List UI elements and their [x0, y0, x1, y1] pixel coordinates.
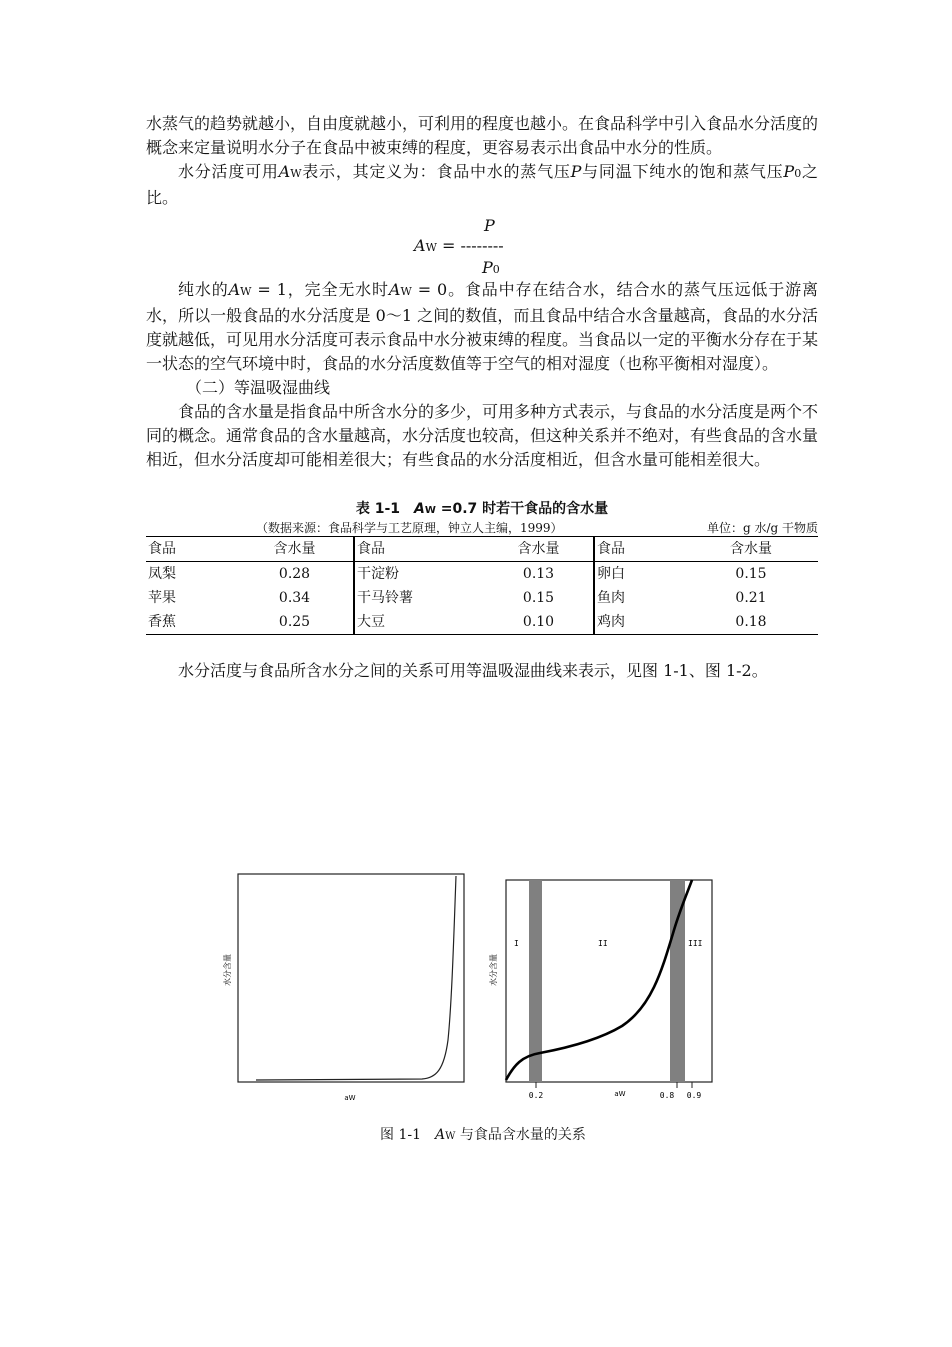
tick-label-0-8: 0.8 — [659, 1091, 675, 1100]
paragraph-5: 水分活度与食品所含水分之间的关系可用等温吸湿曲线来表示，见图 1-1、图 1-2。 — [178, 661, 768, 680]
right-isotherm-plot — [488, 880, 712, 1100]
value-cell: 0.21 — [735, 590, 767, 606]
tick-label-0-9: 0.9 — [686, 1091, 702, 1100]
table-header-row — [146, 537, 818, 562]
left-plot-frame — [238, 874, 464, 1082]
value-cell: 0.28 — [278, 566, 311, 582]
food-cell: 凤梨 — [148, 566, 176, 582]
zone-label-i: I — [514, 939, 519, 948]
table-unit: 单位：g 水/g 干物质 — [706, 521, 818, 535]
formula-denominator: P0 — [482, 258, 500, 277]
header-water: 含水量 — [682, 537, 818, 562]
header-food: 食品 — [594, 537, 682, 562]
paragraph-4: 食品的含水量是指食品中所含水分的多少，可用多种方式表示，与食品的水分活度是两个不同的概念。通常食品的含水量越高，水分活度也较高，但这种关系并不绝对，有些食品的含水量相近，但水分活度却可能相差很大；有些食品的水分活度相近，但含水量可能相差很大。 — [146, 402, 819, 469]
formula-numerator: P — [484, 216, 495, 235]
header-water: 含水量 — [234, 537, 354, 562]
value-cell: 0.25 — [278, 614, 311, 630]
left-isotherm-plot — [222, 874, 464, 1102]
left-plot-ylabel: 水分含量 — [223, 954, 232, 986]
right-plot-ylabel: 水分含量 — [489, 954, 498, 986]
food-cell: 鸡肉 — [594, 610, 682, 635]
tick-label-0-2: 0.2 — [528, 1091, 544, 1100]
food-cell: 干淀粉 — [354, 562, 482, 587]
value-cell: 0.15 — [735, 566, 767, 582]
document-page — [146, 112, 818, 683]
paragraph-3: 纯水的AW = 1，完全无水时AW = 0。食品中存在结合水，结合水的蒸气压远低于游离水，所以一般食品的水分活度是 0～1 之间的数值，而且食品中结合水含量越高，食品的水分活度就越低，可见用水分活度可表示食品中水分被束缚的程度。当食品以一定的平衡水分存在于某一状态的空气环境中时，食品的水分活度数值等于空气的相对湿度（也称平衡相对湿度）。 — [146, 280, 819, 373]
table-row — [146, 610, 818, 635]
value-cell: 0.13 — [522, 566, 555, 582]
left-plot-xlabel: aW — [344, 1094, 356, 1102]
right-plot-xlabel: aW — [614, 1090, 626, 1098]
table-subcaption — [146, 518, 818, 536]
sorption-isotherm-figure — [222, 860, 730, 1106]
zone-boundary-0-8-0-9 — [670, 880, 685, 1082]
aw-formula — [146, 214, 818, 278]
value-cell: 0.34 — [278, 590, 311, 606]
header-water: 含水量 — [482, 537, 594, 562]
food-cell: 鱼肉 — [594, 586, 682, 610]
food-cell: 卵白 — [594, 562, 682, 587]
figure-caption: 图 1-1 AW 与食品含水量的关系 — [380, 1127, 586, 1143]
food-cell: 香蕉 — [148, 614, 176, 630]
value-cell: 0.18 — [735, 614, 767, 630]
value-cell: 0.10 — [522, 614, 555, 630]
header-food: 食品 — [354, 537, 482, 562]
table-row — [146, 562, 818, 587]
zone-label-ii: II — [598, 939, 608, 948]
paragraph-1: 水蒸气的趋势就越小，自由度就越小，可利用的程度也越小。在食品科学中引入食品水分活度的概念来定量说明水分子在食品中被束缚的程度，更容易表示出食品中水分的性质。 — [146, 114, 819, 157]
formula-lhs: AW = -------- — [414, 236, 504, 255]
value-cell: 0.15 — [522, 590, 555, 606]
table-caption: 表 1-1 AW =0.7 时若干食品的含水量 — [355, 501, 609, 517]
table-source: （数据来源：食品科学与工艺原理，钟立人主编，1999） — [256, 521, 563, 535]
food-cell: 苹果 — [148, 590, 176, 606]
section-heading: （二）等温吸湿曲线 — [186, 378, 331, 397]
water-content-table — [146, 536, 818, 635]
zone-label-iii: III — [688, 939, 703, 948]
food-cell: 大豆 — [354, 610, 482, 635]
header-food: 食品 — [146, 537, 234, 562]
left-isotherm-curve — [256, 876, 456, 1080]
paragraph-2: 水分活度可用AW表示，其定义为：食品中水的蒸气压P与同温下纯水的饱和蒸气压P0之比。 — [146, 162, 818, 207]
table-row — [146, 586, 818, 610]
food-cell: 干马铃薯 — [354, 586, 482, 610]
